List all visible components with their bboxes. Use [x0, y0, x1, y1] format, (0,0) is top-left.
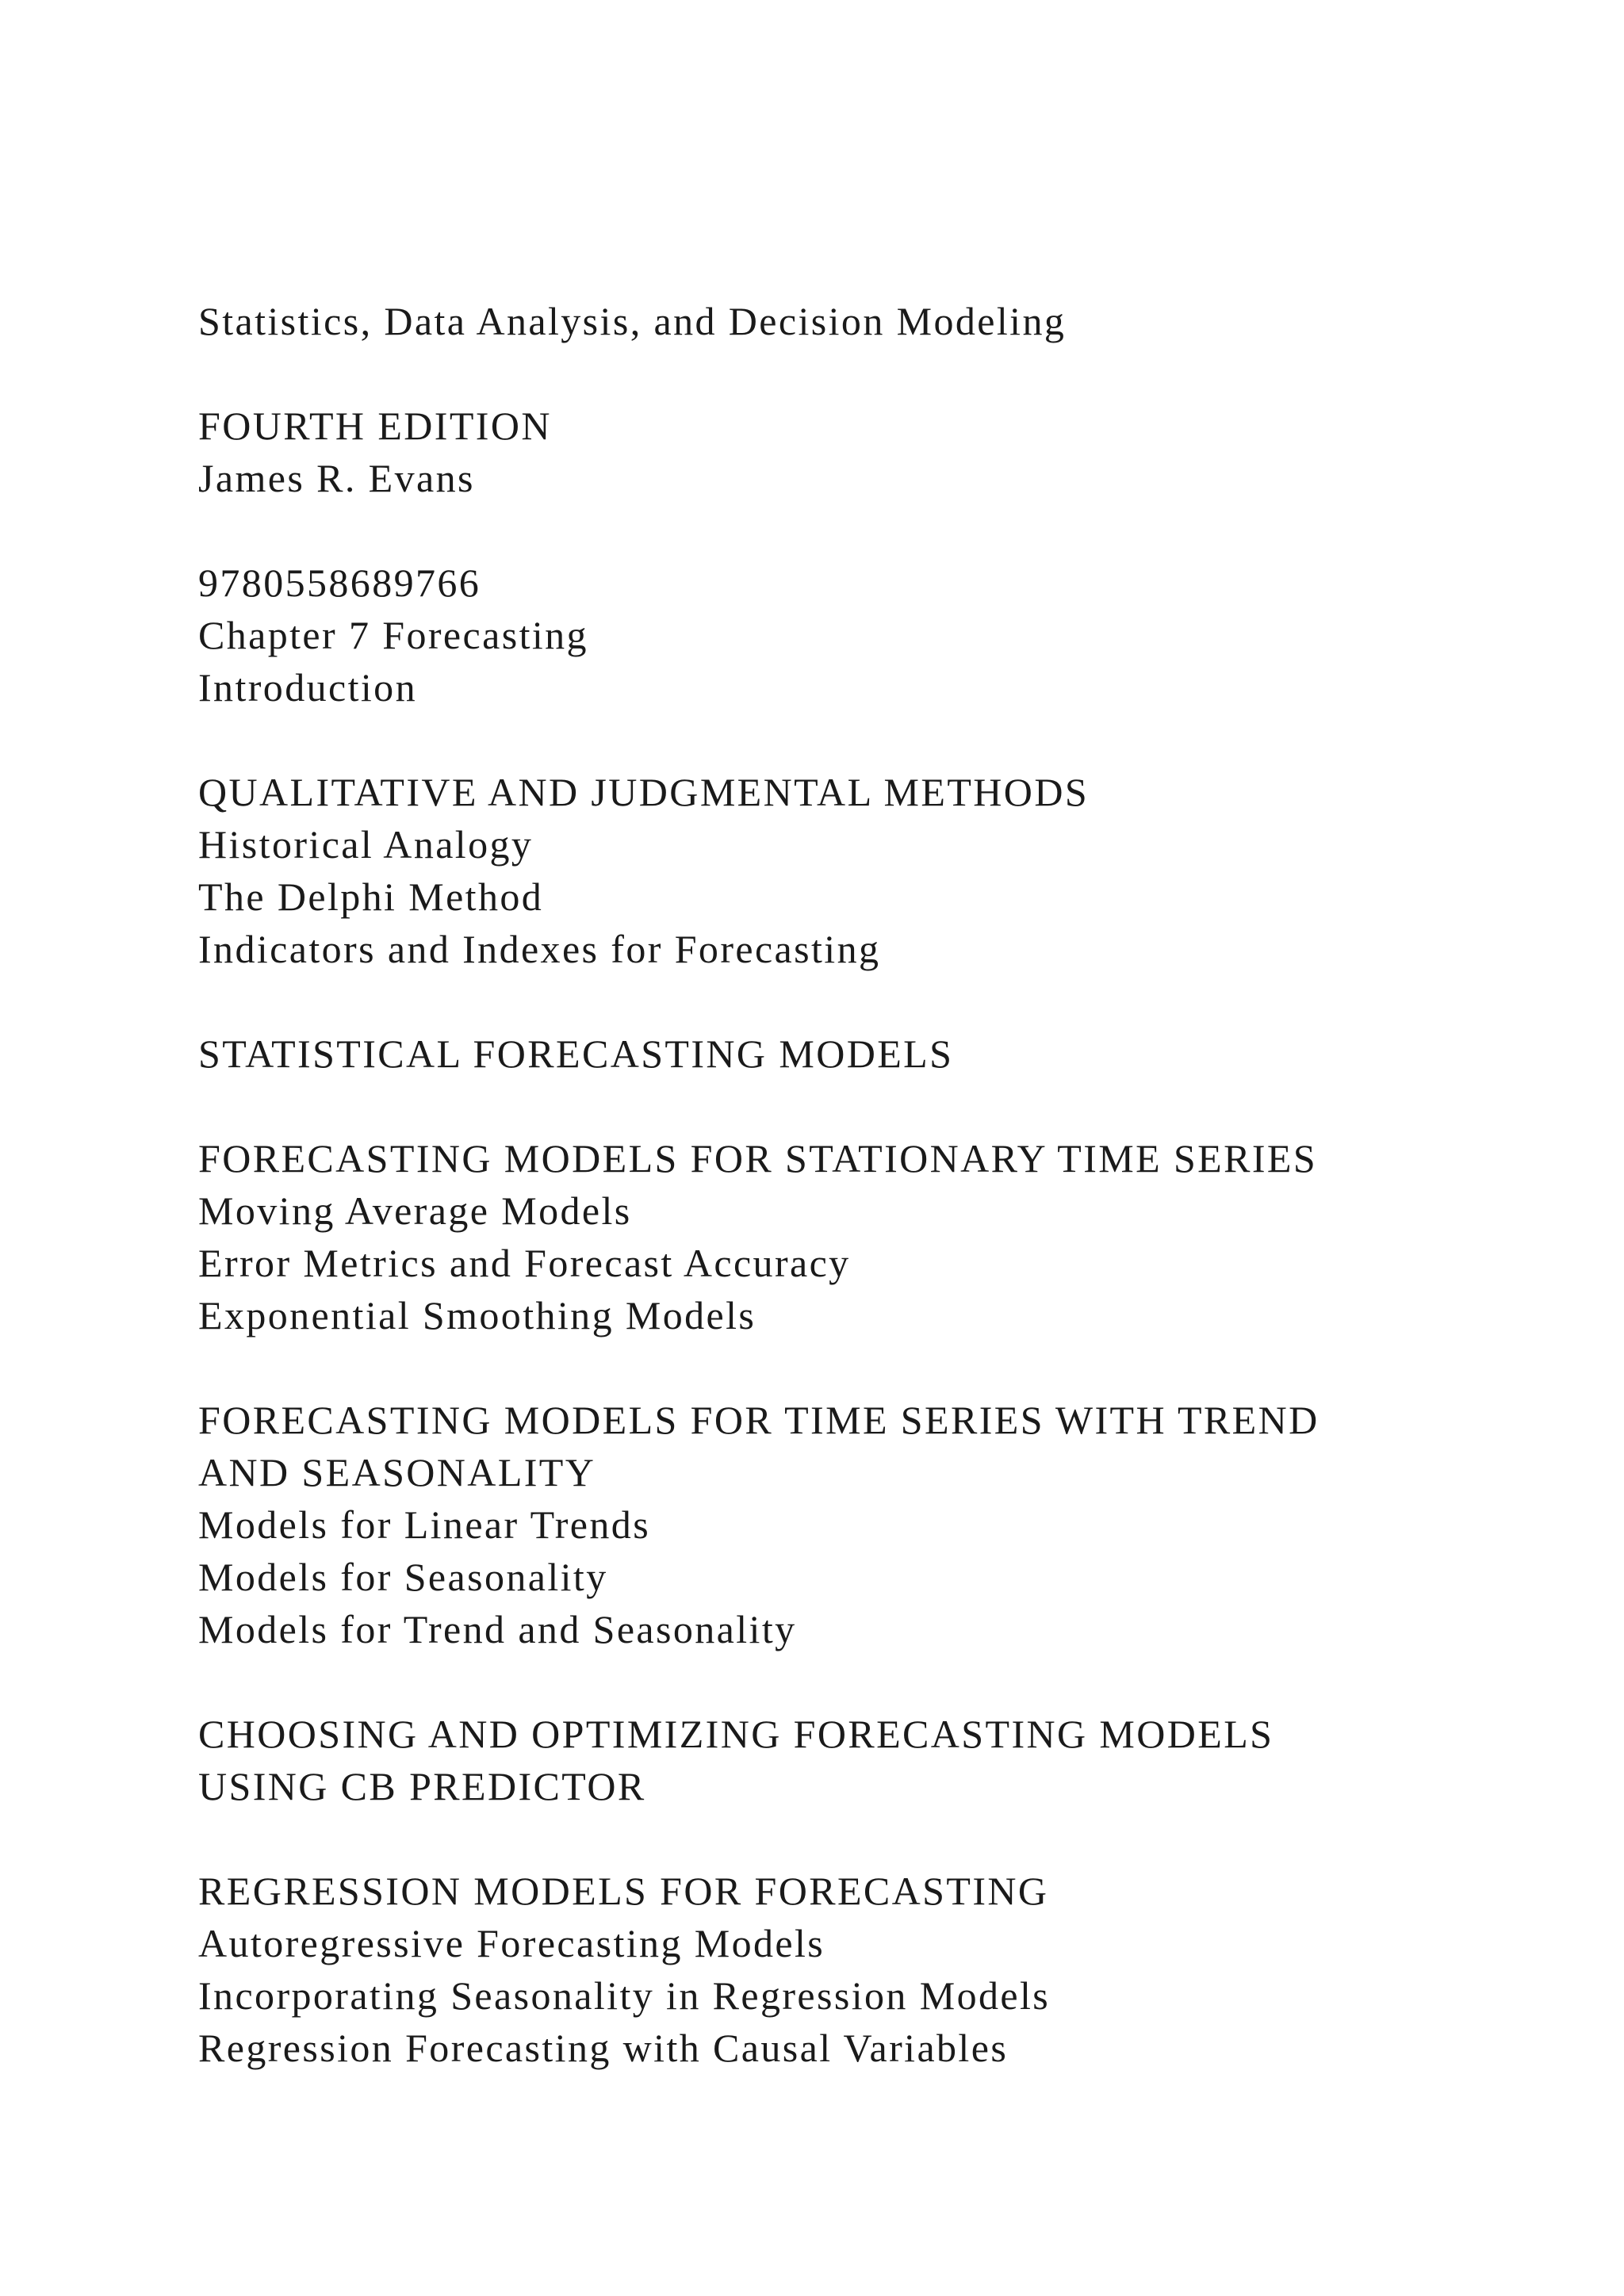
section-item: Models for Seasonality	[198, 1555, 608, 1599]
section-item: Error Metrics and Forecast Accuracy	[198, 1241, 851, 1285]
book-edition: FOURTH EDITION	[198, 404, 552, 448]
section-heading-continued: AND SEASONALITY	[198, 1450, 596, 1494]
section-item: Models for Trend and Seasonality	[198, 1607, 797, 1651]
section-heading: REGRESSION MODELS FOR FORECASTING	[198, 1869, 1049, 1913]
section-heading: FORECASTING MODELS FOR TIME SERIES WITH TREND	[198, 1398, 1320, 1442]
book-author: James R. Evans	[198, 456, 475, 500]
section-heading: CHOOSING AND OPTIMIZING FORECASTING MODELS	[198, 1712, 1274, 1756]
section-item: The Delphi Method	[198, 874, 544, 919]
section-item: Historical Analogy	[198, 822, 534, 867]
book-title: Statistics, Data Analysis, and Decision Modeling	[198, 299, 1067, 343]
chapter-title: Chapter 7 Forecasting	[198, 613, 588, 657]
section-item: Incorporating Seasonality in Regression Models	[198, 1973, 1051, 2018]
section-item: Regression Forecasting with Causal Variables	[198, 2026, 1009, 2070]
section-item: Exponential Smoothing Models	[198, 1293, 756, 1337]
section-item: Models for Linear Trends	[198, 1502, 651, 1547]
document-text	[198, 295, 1546, 2074]
introduction-heading: Introduction	[198, 665, 417, 710]
section-heading: STATISTICAL FORECASTING MODELS	[198, 1031, 954, 1076]
section-item: Indicators and Indexes for Forecasting	[198, 927, 881, 971]
section-item: Autoregressive Forecasting Models	[198, 1921, 825, 1965]
book-isbn: 9780558689766	[198, 561, 481, 605]
section-item: Moving Average Models	[198, 1188, 632, 1233]
section-heading-continued: USING CB PREDICTOR	[198, 1764, 646, 1808]
section-heading: QUALITATIVE AND JUDGMENTAL METHODS	[198, 770, 1090, 814]
section-heading: FORECASTING MODELS FOR STATIONARY TIME SERIES	[198, 1136, 1318, 1181]
